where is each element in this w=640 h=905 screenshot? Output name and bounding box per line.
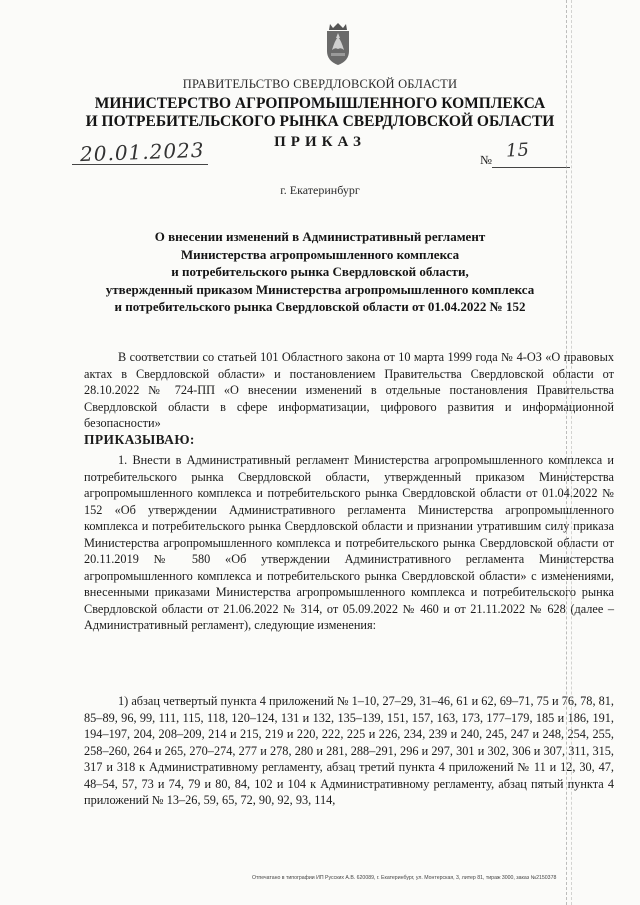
city: г. Екатеринбург [280,183,360,197]
handwritten-date: 20.01.2023 [79,137,205,167]
handwritten-number: 15 [505,139,530,162]
coat-of-arms-icon [323,20,353,66]
item-1-paragraph: 1. Внести в Административный регламент Министерства агропромышленного комплекса и потребительского рынка Свердловской области, утвержденный приказом Министерства агропромышленного комплекса и потребительского рынка Свердловской области от 01.04.2022 № 152 «Об утверждении Административного регламента Министерства агропромышленного комплекса и потребительского рынка Свердловской области и признании утратившим силу приказа Министерства агропромышленного комплекса и потребительского рынка Свердловской области от 20.11.2019 № 580 «Об утверждении Административного регламента Министерства агропромышленного комплекса и потребительского рынка Свердловской области» с изменениями, внесенными приказами Министерства агропромышленного комплекса и потребительского рынка Свердловской области от 21.06.2022 № 314, от 05.09.2022 № 460 и от 21.11.2022 № 628 (далее – Административный регламент), следующие изменения: [84,453,614,632]
government-name: ПРАВИТЕЛЬСТВО СВЕРДЛОВСКОЙ ОБЛАСТИ [182,77,458,91]
ministry-line-2: И ПОТРЕБИТЕЛЬСКОГО РЫНКА СВЕРДЛОВСКОЙ ОБЛАСТИ [85,113,555,130]
orders-label: ПРИКАЗЫВАЮ: [84,432,195,447]
print-footer: Отпечатано в типографии ИП Русских А.В. 620089, г. Екатеринбург, ул. Монтерская, 3, литер 81, тираж 3000, заказ №2150378 [252,875,557,881]
preamble-paragraph: В соответствии со статьей 101 Областного закона от 10 марта 1999 года № 4-ОЗ «О правовых актах в Свердловской области» и постановлением Правительства Свердловской области от 28.10.2022 № 724-ПП «О внесении изменений в отдельные постановления Правительства Свердловской области в сфере информатизации, цифрового развития и информационной безопасности» [84,350,614,430]
number-sign: № [480,153,492,167]
title-line: О внесении изменений в Административный регламент [154,229,486,244]
title-line: и потребительского рынка Свердловской области, [171,264,469,279]
title-line: Министерства агропромышленного комплекса [180,246,460,262]
document-type: ПРИКАЗ [274,134,366,150]
subitem-1-paragraph: 1) абзац четвертый пункта 4 приложений № 1–10, 27–29, 31–46, 61 и 62, 69–71, 75 и 76, 78, 81, 85–89, 96, 99, 111, 115, 118, 120–124, 131 и 132, 135–139, 151, 157, 163, 173, 177–179, 185 и 186, 191, 194–197, 204, 208–209, 214 и 215, 219 и 220, 222, 225 и 226, 234, 239 и 240, 245, 247 и 248, 254, 255, 258–260, 264 и 265, 270–274, 277 и 278, 280 и 281, 288–291, 296 и 297, 301 и 302, 306 и 307, 311, 315, 317 и 318 к Административному регламенту, абзац третий пункта 4 приложений № 11 и 12, 30, 47, 48–54, 57, 73 и 74, 79 и 80, 84, 102 и 104 к Административному регламенту, абзац пятый пункта 4 приложений № 13–26, 59, 65, 72, 90, 92, 93, 114, [84,694,614,807]
title-line: и потребительского рынка Свердловской области от 01.04.2022 № 152 [114,299,526,314]
scan-artifact-line [571,0,572,905]
scan-artifact-line [566,0,567,905]
date-underline [72,164,208,165]
title-line: утвержденный приказом Министерства агропромышленного комплекса [105,281,535,297]
ministry-line-1: МИНИСТЕРСТВО АГРОПРОМЫШЛЕННОГО КОМПЛЕКСА [94,95,546,112]
number-underline [492,167,570,168]
ministry-name [0,95,640,131]
document-title [0,228,640,316]
